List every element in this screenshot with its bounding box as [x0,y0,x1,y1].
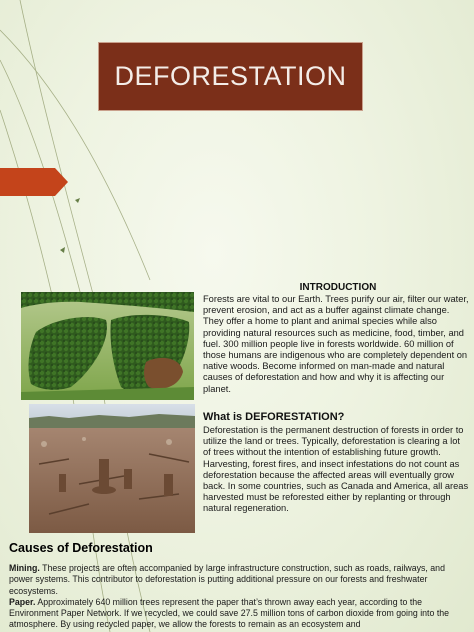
cause-label: Paper. [9,596,36,607]
cause-text: These projects are often accompanied by large infrastructure construction, such as roads, railways, and power systems. This contributor to deforestation is putting additional pressure on our forests and freshwater ecosystems. [9,563,445,596]
forest-aerial-image [21,292,194,400]
introduction-body: Forests are vital to our Earth. Trees purify our air, filter our water, prevent erosion, and act as a buffer against climate change. They offer a home to plant and animal species while also providing natural resources such as medicine, food, timber, and fuel. 300 million people live in forests worldwide. 60 million of those humans are indigenous who are completely dependent on native woods. Become informed on man-made and natural causes of deforestation and how and why it is affecting our planet. [203,294,469,394]
title-banner [98,42,363,111]
causes-heading: Causes of Deforestation [9,541,153,555]
cause-item-mining [9,563,469,597]
causes-body [9,563,469,631]
cleared-land-image [29,404,195,533]
introduction-heading: INTRODUCTION [299,282,377,293]
left-accent-tab [0,168,70,196]
what-is-body: Deforestation is the permanent destruction of forests in order to utilize the land or trees. Typically, deforestation is clearing a lot of trees without the intention of establishing future growth. Harvesting, forest fires, and insect infestations do not count as deforestation because the affected areas will eventually grow back. In some countries, such as Canada and America, all areas harvested must be reforested either by replanting or through natural regeneration. [203,425,469,514]
cause-label: Mining. [9,563,40,573]
what-is-heading: What is DEFORESTATION? [203,411,345,423]
page-title: DEFORESTATION [114,61,347,91]
cause-text: Approximately 640 million trees represent the paper that’s thrown away each year, according to the Environment Paper Network. If we recycled, we could save 27.5 million tons of carbon dioxide from going into the atmosphere. By using recycled paper, we allow the forests to remain as an ecosystem and [9,596,450,630]
cause-item-paper [9,597,469,631]
